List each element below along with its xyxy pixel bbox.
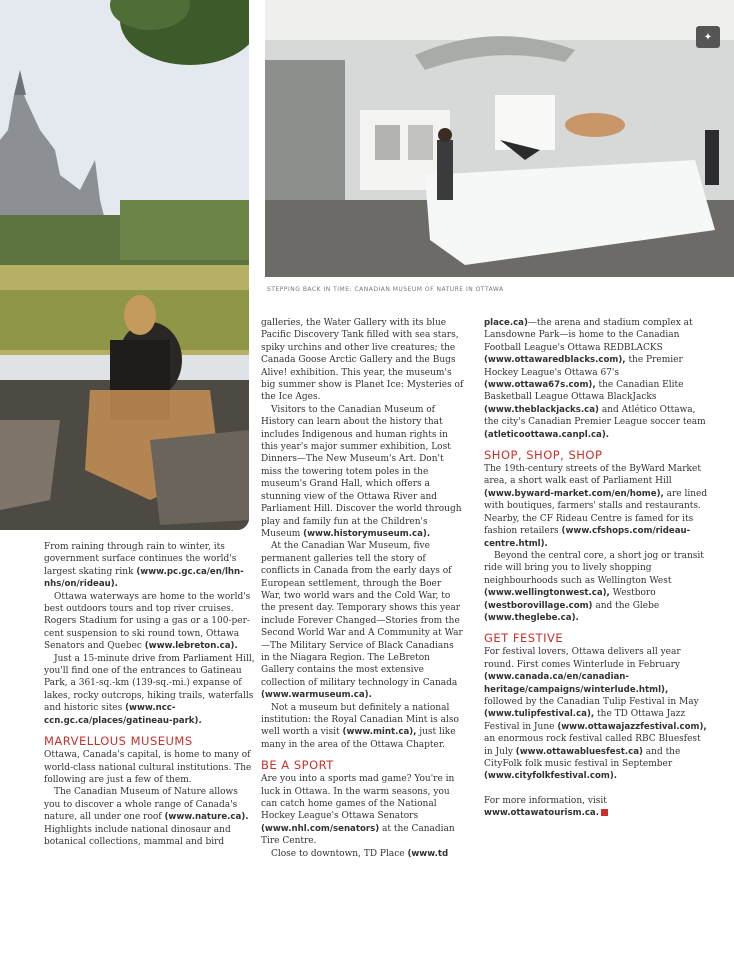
link[interactable]: (www.cityfolkfestival.com). — [484, 771, 618, 782]
paragraph: From raining through rain to winter, its government surface continues the world's largest skating rink (www.pc.gc.ca/en/lhn-nhs/on/rideau). — [44, 542, 244, 590]
section-heading-festive: GET FESTIVE — [484, 631, 564, 646]
link[interactable]: (www.lebreton.ca). — [144, 641, 238, 652]
paragraph: For more information, visit www.ottawatourism.ca. — [484, 795, 607, 819]
link[interactable]: (www.pc.gc.ca/en/lhn-nhs/on/rideau). — [44, 566, 244, 590]
link[interactable]: place.ca) — [484, 318, 528, 328]
link[interactable]: (www.ncc-ccn.gc.ca/places/gatineau-park). — [44, 703, 202, 726]
section-heading-shop: SHOP, SHOP, SHOP — [484, 448, 603, 463]
maple-leaf-icon: ✦ — [696, 26, 720, 48]
column-2 — [261, 317, 464, 860]
paragraph: Beyond the central core, a short jog or transit ride will bring you to lively shopping neighbourhoods such as Wellington West (www.wellingtonwest.ca), Westboro (westborovillage.com) and the Glebe (www.theglebe.ca). — [484, 550, 704, 623]
link[interactable]: (www.ottawa67s.com), — [484, 380, 596, 391]
paragraph: galleries, the Water Gallery with its blue Pacific Discovery Tank filled with sea stars, spiky urchins and other live creatures; the Canada Goose Arctic Gallery and the Bugs Alive! exhibition. This year, the museum's big summer show is Planet Ice: Mysteries of the Ice Ages. — [261, 318, 464, 403]
paragraph: Are you into a sports mad game? You're in luck in Ottawa. In the warm seasons, you can catch home games of the National Hockey League's Ottawa Senators (www.nhl.com/senators) at the Canadian Tire Centre. — [261, 774, 455, 847]
column-3 — [484, 317, 708, 820]
link[interactable]: (www.cfshops.com/rideau-centre.html). — [484, 526, 691, 549]
link[interactable]: (www.theblackjacks.ca) — [484, 404, 599, 415]
link[interactable]: (www.ottawaredblacks.com), — [484, 355, 626, 366]
paragraph: Ottawa, Canada's capital, is home to many of world-class national cultural institutions. The following are just a few of them. — [44, 750, 252, 785]
link[interactable]: (www.ottawabluesfest.ca) — [515, 746, 643, 757]
link[interactable]: (www.byward-market.com/en/home), — [484, 488, 664, 499]
paragraph: place.ca)—the arena and stadium complex at Lansdowne Park—is home to the Canadian Football League's Ottawa REDBLACKS (www.ottawaredblacks.com), the Premier Hockey League's Ottawa 67's (www.ottawa67s.com), the Canadian Elite Basketball League Ottawa BlackJacks (www.theblackjacks.ca) and Atlético Ottawa, the city's Canadian Premier League soccer team (atleticoottawa.canpl.ca). — [484, 318, 706, 440]
link[interactable]: (atleticoottawa.canpl.ca). — [484, 429, 610, 440]
paragraph: Close to downtown, TD Place (www.td — [271, 848, 449, 859]
museum-photo — [265, 0, 734, 277]
paragraph: At the Canadian War Museum, five permanent galleries tell the story of conflicts in Canada from the early days of European settlement, through the Boer War, two world wars and the Cold War, to the present day. Temporary shows this year include Forever Changed—Stories from the Second World War and A Community at War—The Military Service of Black Canadians in the Niagara Region. The LeBreton Gallery contains the most extensive collection of military technology in Canada (www.warmuseum.ca). — [261, 541, 463, 701]
link[interactable]: (www.tulipfestival.ca), — [484, 709, 595, 720]
link[interactable]: (www.wellingtonwest.ca), — [484, 588, 610, 599]
paragraph: Not a museum but definitely a national institution: the Royal Canadian Mint is also well worth a visit (www.mint.ca), just like many in the area of the Ottawa Chapter. — [261, 702, 459, 750]
paragraph: Just a 15-minute drive from Parliament Hill, you'll find one of the entrances to Gatineau Park, a 361-sq.-km (139-sq.-mi.) expanse of lakes, rocky outcrops, hiking trails, waterfalls and historic sites (www.ncc-ccn.gc.ca/places/gatineau-park). — [44, 653, 255, 726]
patio-photo — [0, 0, 249, 530]
museum-photo-art — [265, 0, 734, 277]
paragraph: For festival lovers, Ottawa delivers all year round. First comes Winterlude in February (www.canada.ca/en/canadian-heritage/campaigns/winterlude.html), followed by the Canadian Tulip Festival in May (www.tulipfestival.ca), the TD Ottawa Jazz Festival in June (www.ottawajazzfestival.com), an enormous rock festival called RBC Bluesfest in July (www.ottawabluesfest.ca) and the CityFolk folk music festival in September (www.cityfolkfestival.com). — [484, 647, 707, 782]
link[interactable]: (www.theglebe.ca). — [484, 612, 579, 623]
link[interactable]: (westborovillage.com) — [484, 600, 593, 611]
link[interactable]: (www.td — [407, 848, 449, 859]
paragraph: The Canadian Museum of Nature allows you to discover a whole range of Canada's nature, all under one roof (www.nature.ca). Highlights include national dinosaur and botanical collections, mammal and bird — [44, 787, 249, 847]
link[interactable]: (www.nature.ca). — [164, 812, 249, 823]
link[interactable]: (www.canada.ca/en/canadian-heritage/campaigns/winterlude.html), — [484, 672, 669, 695]
section-heading-museums: MARVELLOUS MUSEUMS — [44, 734, 193, 749]
link[interactable]: www.ottawatourism.ca. — [484, 808, 599, 819]
paragraph: Ottawa waterways are home to the world's best outdoors tours and top river cruises. Rogers Stadium for using a gas or a 100-per-cent suspension to ski round town, Ottawa Senators and Quebec (www.lebreton.ca). — [44, 591, 251, 652]
link[interactable]: (www.nhl.com/senators) — [261, 823, 380, 834]
paragraph: Visitors to the Canadian Museum of History can learn about the history that includes Indigenous and human rights in this year's major summer exhibition, Lost Dinners—The New Museum's Art. Don't miss the towering totem poles in the museum's Grand Hall, which offers a stunning view of the Ottawa River and Parliament Hill. Discover the world through play and family fun at the Children's Museum (www.historymuseum.ca). — [261, 404, 462, 539]
link[interactable]: (www.mint.ca), — [342, 727, 417, 738]
paragraph: The 19th-century streets of the ByWard Market area, a short walk east of Parliament Hill (www.byward-market.com/en/home), are lined with boutiques, farmers' stalls and restaurants. Nearby, the CF Rideau Centre is famed for its fashion retailers (www.cfshops.com/rideau-centre.html). — [484, 464, 708, 549]
link[interactable]: (www.ottawajazzfestival.com), — [557, 721, 707, 732]
link[interactable]: (www.historymuseum.ca). — [303, 528, 431, 539]
link[interactable]: (www.warmuseum.ca). — [261, 690, 372, 701]
photo-caption: STEPPING BACK IN TIME: CANADIAN MUSEUM OF NATURE IN OTTAWA — [267, 286, 504, 293]
patio-photo-art — [0, 0, 249, 530]
end-mark-icon — [601, 809, 608, 816]
column-1 — [44, 541, 256, 848]
section-heading-sport: BE A SPORT — [261, 758, 334, 773]
